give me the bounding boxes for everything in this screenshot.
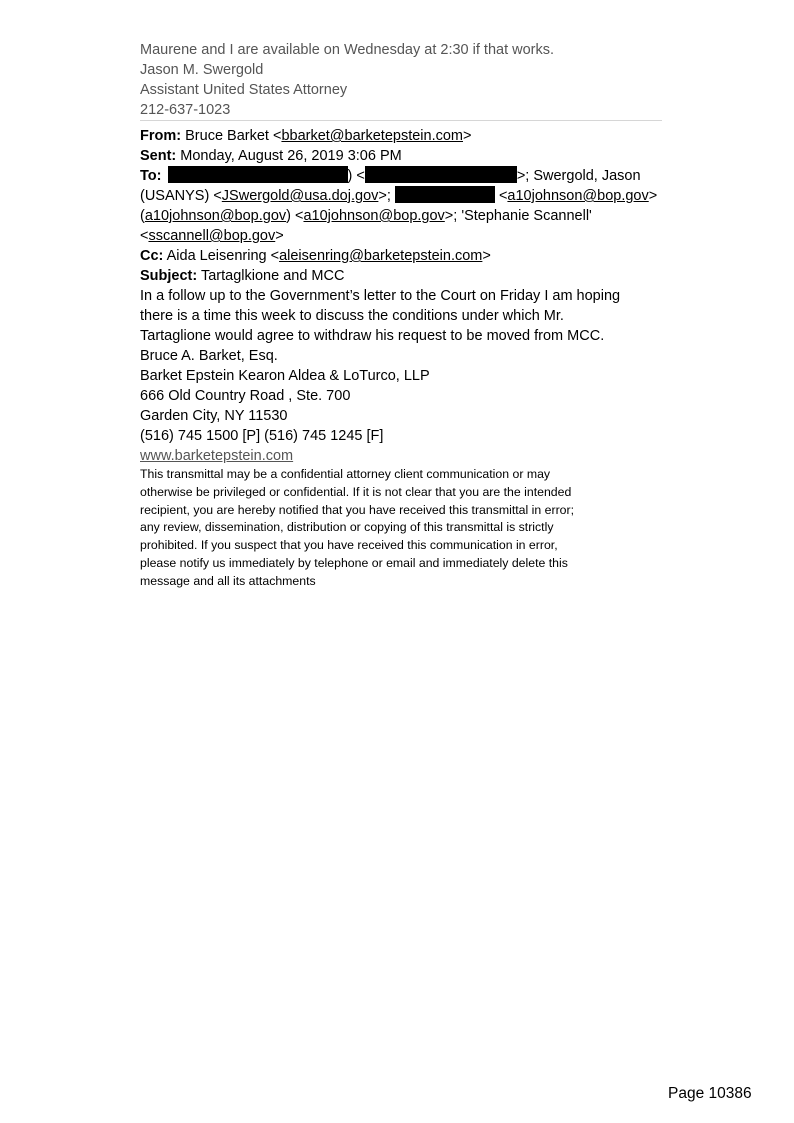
signer-name: Jason M. Swergold — [140, 62, 264, 78]
disclaimer-line: any review, dissemination, distribution or copying of this transmittal is strictly — [140, 520, 554, 535]
disclaimer-line: please notify us immediately by telephone or email and immediately delete this — [140, 555, 568, 570]
from-close: > — [463, 128, 472, 144]
cc-line — [140, 246, 670, 266]
sender-address-1: 666 Old Country Road , Ste. 700 — [140, 388, 351, 404]
to-email-link[interactable]: JSwergold@usa.doj.gov — [221, 188, 379, 204]
separator-rule — [140, 120, 662, 121]
sender-firm: Barket Epstein Kearon Aldea & LoTurco, LLP — [140, 368, 430, 384]
to-segment: >; 'Stephanie Scannell' — [444, 208, 592, 224]
to-label: To: — [140, 168, 162, 184]
from-name: Bruce Barket < — [185, 128, 282, 144]
to-line-2 — [140, 186, 670, 206]
signer-phone: 212-637-1023 — [140, 102, 231, 118]
to-segment: >; Swergold, Jason — [516, 168, 641, 184]
to-line-4 — [140, 226, 670, 246]
to-email-link[interactable]: a10johnson@bop.gov — [507, 188, 649, 204]
to-segment: ( — [140, 208, 145, 224]
to-line-1 — [140, 166, 670, 186]
subject-line — [140, 266, 670, 286]
confidentiality-disclaimer — [140, 466, 660, 591]
cc-close: > — [482, 248, 491, 264]
sent-label: Sent: — [140, 148, 177, 164]
to-segment: < — [140, 228, 149, 244]
email-header — [140, 126, 670, 286]
redaction-box — [395, 186, 495, 203]
from-label: From: — [140, 128, 182, 144]
redaction-box — [365, 166, 517, 183]
disclaimer-line: recipient, you are hereby notified that you have received this transmittal in error; — [140, 502, 575, 517]
sender-address-2: Garden City, NY 11530 — [140, 408, 288, 424]
body-line: Tartaglione would agree to withdraw his request to be moved from MCC. — [140, 328, 605, 344]
sent-line — [140, 146, 670, 166]
to-segment: < — [494, 188, 508, 204]
from-line — [140, 126, 670, 146]
subject-value: Tartaglkione and MCC — [200, 268, 345, 284]
to-email-link[interactable]: a10johnson@bop.gov — [303, 208, 445, 224]
website-link[interactable]: www.barketepstein.com — [140, 448, 294, 464]
signature-block — [140, 40, 665, 120]
body-line: there is a time this week to discuss the conditions under which Mr. — [140, 308, 564, 324]
to-email-link[interactable]: sscannell@bop.gov — [148, 228, 276, 244]
disclaimer-line: otherwise be privileged or confidential. If it is not clear that you are the intended — [140, 484, 572, 499]
from-email-link[interactable]: bbarket@barketepstein.com — [281, 128, 463, 144]
email-body — [140, 286, 670, 466]
to-segment: (USANYS) < — [140, 188, 222, 204]
redaction-box — [168, 166, 348, 183]
subject-label: Subject: — [140, 268, 198, 284]
to-segment: > — [648, 188, 658, 204]
sender-name: Bruce A. Barket, Esq. — [140, 348, 278, 364]
cc-email-link[interactable]: aleisenring@barketepstein.com — [279, 248, 483, 264]
body-line: In a follow up to the Government’s letter to the Court on Friday I am hoping — [140, 288, 621, 304]
to-segment: ) < — [347, 168, 365, 184]
page-number: Page 10386 — [668, 1085, 752, 1102]
to-segment: > — [275, 228, 284, 244]
to-segment: ) < — [286, 208, 304, 224]
cc-name: Aida Leisenring < — [166, 248, 280, 264]
disclaimer-line: prohibited. If you suspect that you have received this communication in error, — [140, 538, 558, 553]
cc-label: Cc: — [140, 248, 164, 264]
availability-line: Maurene and I are available on Wednesday at 2:30 if that works. — [140, 42, 555, 58]
disclaimer-line: message and all its attachments — [140, 573, 316, 588]
to-email-link[interactable]: a10johnson@bop.gov — [144, 208, 287, 224]
sent-value: Monday, August 26, 2019 3:06 PM — [180, 148, 402, 164]
to-segment: >; — [378, 188, 395, 204]
disclaimer-line: This transmittal may be a confidential attorney client communication or may — [140, 467, 551, 481]
to-line-3 — [140, 206, 670, 226]
sender-phone: (516) 745 1500 [P] (516) 745 1245 [F] — [140, 428, 384, 444]
signer-title: Assistant United States Attorney — [140, 82, 348, 98]
